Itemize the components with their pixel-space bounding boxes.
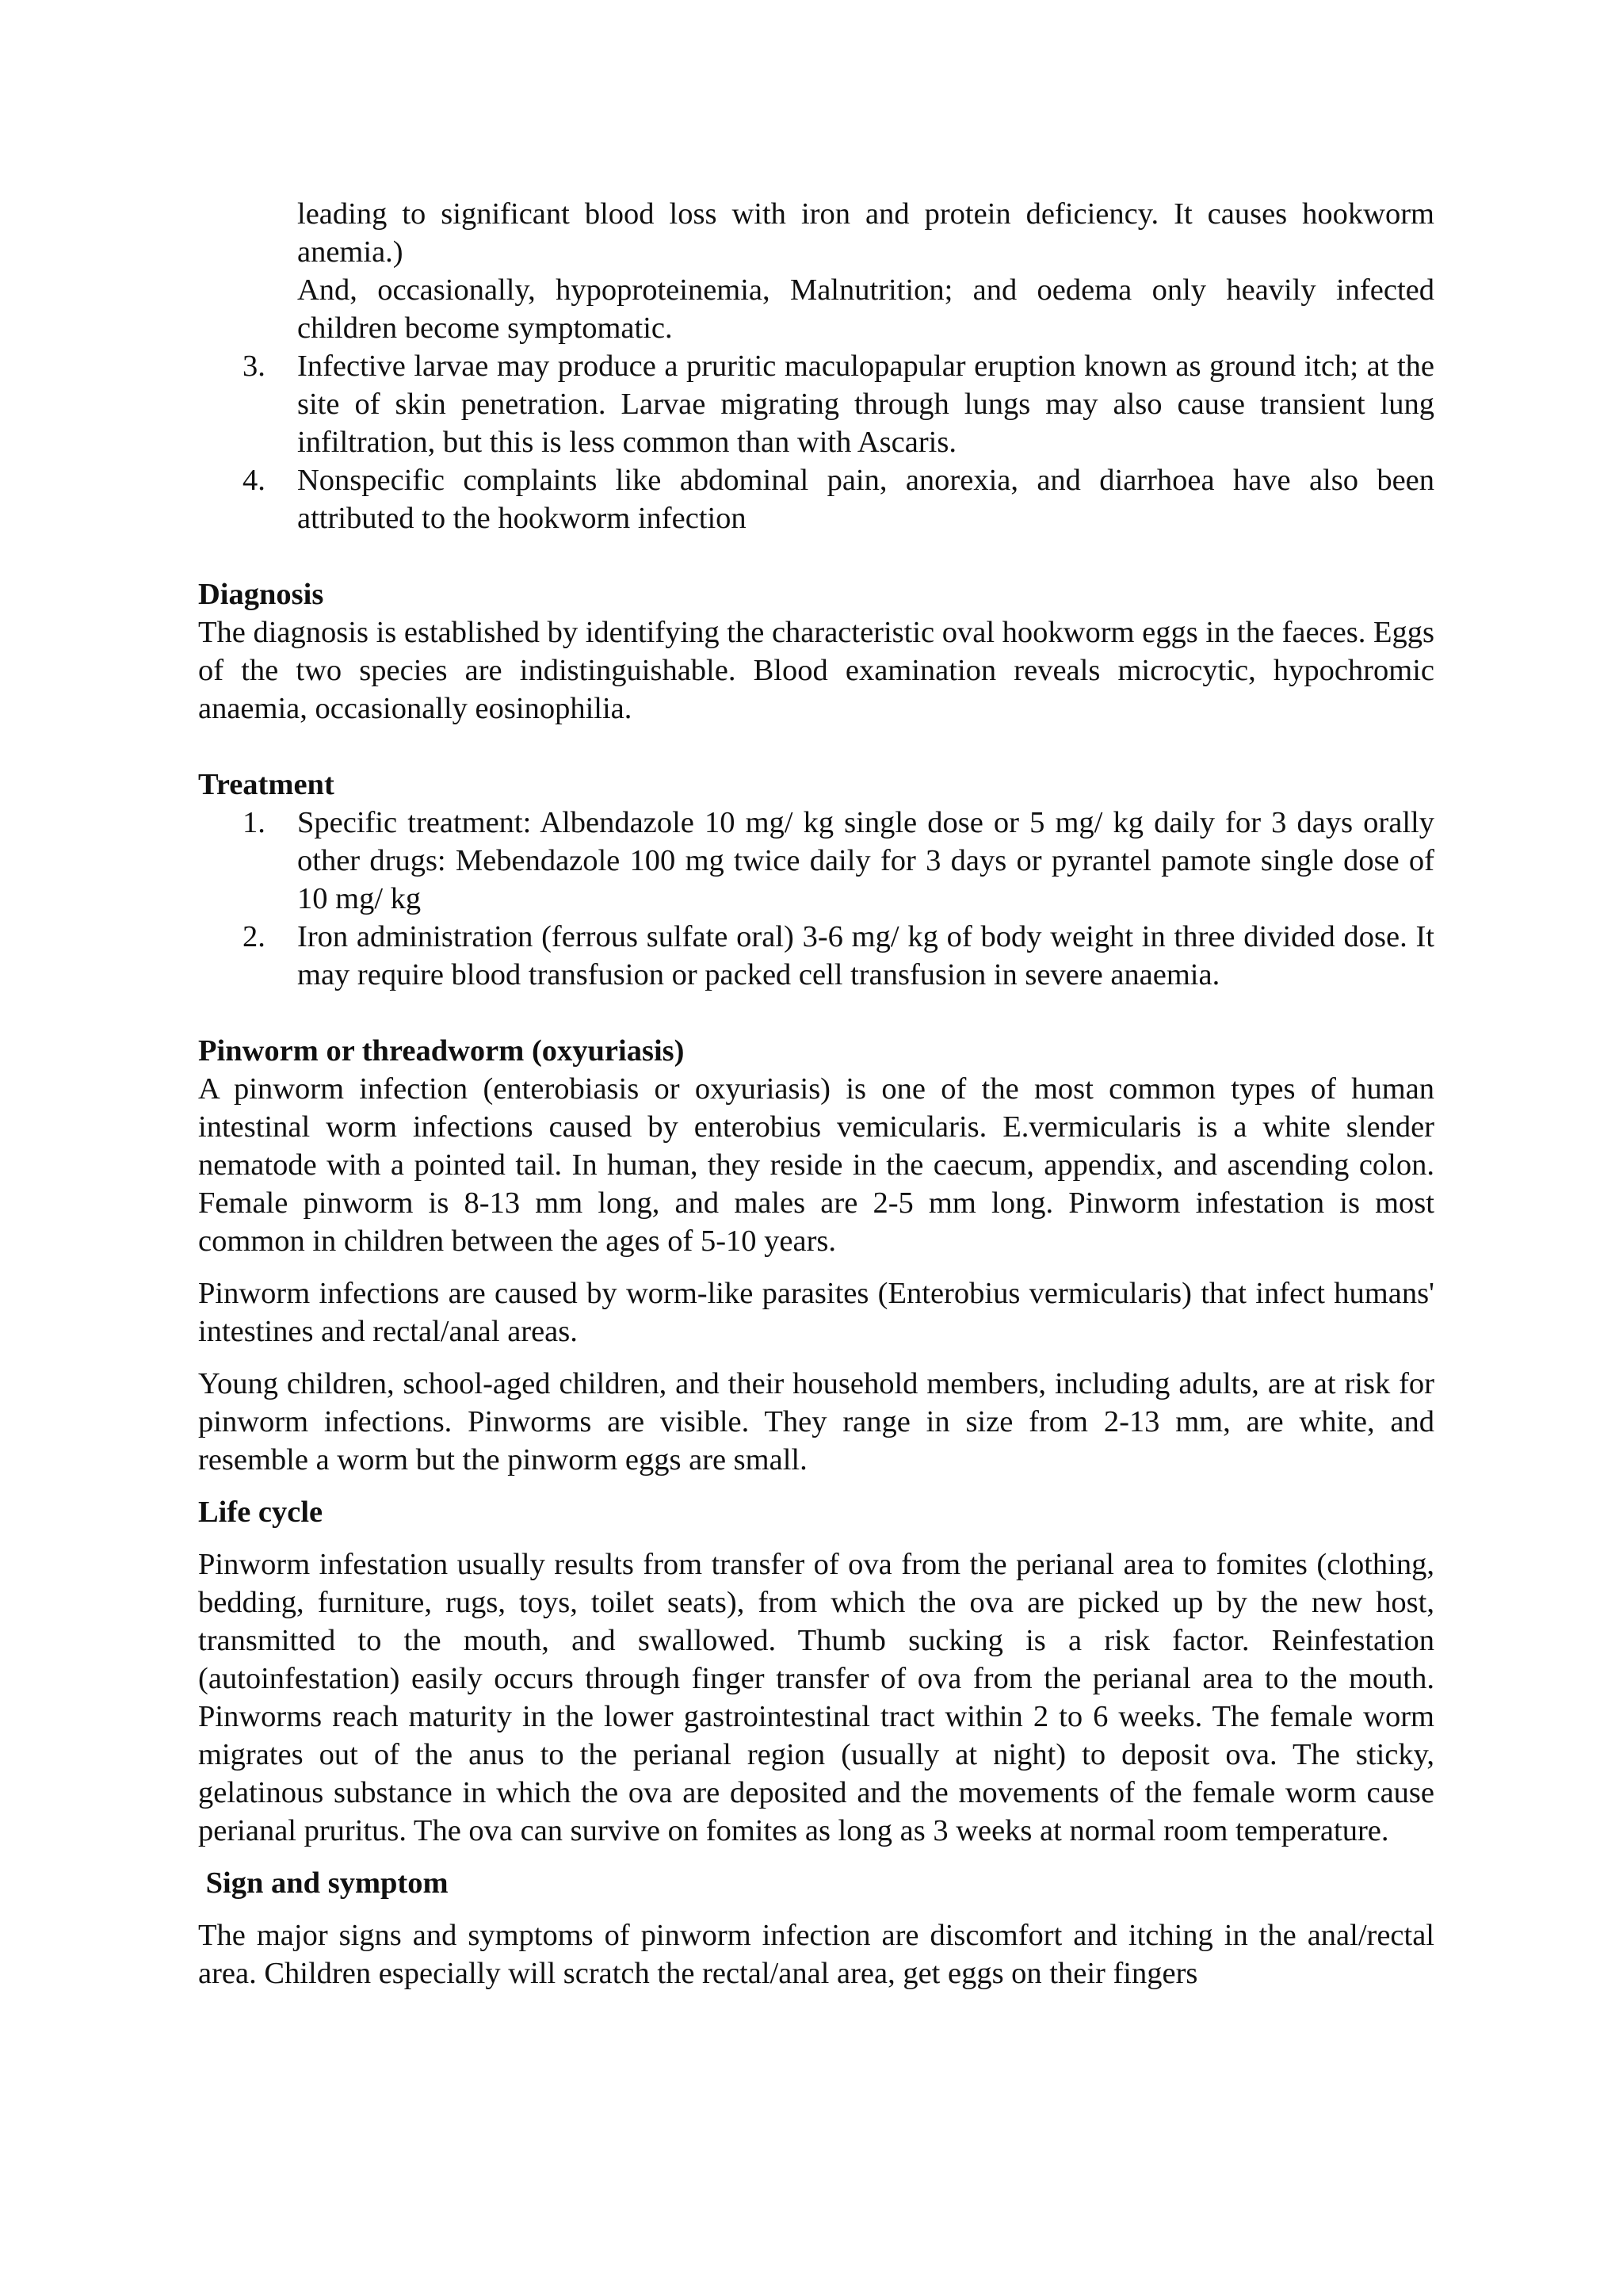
pinworm-paragraph-3: Young children, school-aged children, and their household members, including adults, are at risk for pinworm infections. Pinworms are visible. They range in size from 2-13 mm, are white, and resemble a worm but the pinworm eggs are small. <box>198 1367 1434 1477</box>
symptom-list <box>198 347 1434 537</box>
list-item <box>198 918 1434 994</box>
sign-symptom-heading: Sign and symptom <box>198 1866 449 1900</box>
list-number: 1. <box>242 806 265 839</box>
list-item <box>198 461 1434 537</box>
life-cycle-heading: Life cycle <box>198 1496 323 1529</box>
pinworm-paragraph-1: A pinworm infection (enterobiasis or oxyuriasis) is one of the most common types of human intestinal worm infections caused by enterobius vemicularis. E.vermicularis is a white slender nematode with a pointed tail. In human, they reside in the caecum, appendix, and ascending colon. Female pinworm is 8-13 mm long, and males are 2-5 mm long. Pinworm infestation is most common in children between the ages of 5-10 years. <box>198 1072 1434 1258</box>
sign-symptom-paragraph: The major signs and symptoms of pinworm infection are discomfort and itching in the anal/rectal area. Children especially will scratch the rectal/anal area, get eggs on their fingers <box>198 1919 1434 1990</box>
list-text: Nonspecific complaints like abdominal pain, anorexia, and diarrhoea have also been attributed to the hookworm infection <box>297 464 1434 535</box>
diagnosis-paragraph: The diagnosis is established by identifying the characteristic oval hookworm eggs in the faeces. Eggs of the two species are indistinguishable. Blood examination reveals microcytic, hypochromic anaemia, occasionally eosinophilia. <box>198 616 1434 725</box>
diagnosis-heading: Diagnosis <box>198 578 324 611</box>
list-number: 3. <box>242 350 265 383</box>
intro-paragraph-1: leading to significant blood loss with iron and protein deficiency. It causes hookworm anemia.) <box>297 197 1434 269</box>
pinworm-heading: Pinworm or threadworm (oxyuriasis) <box>198 1034 685 1068</box>
list-text: Infective larvae may produce a pruritic maculopapular eruption known as ground itch; at the site of skin penetration. Larvae migrating through lungs may also cause transient lung infiltration, but this is less common than with Ascaris. <box>297 350 1434 459</box>
list-number: 2. <box>242 920 265 953</box>
treatment-list <box>198 804 1434 994</box>
document-page <box>198 195 1434 1992</box>
list-number: 4. <box>242 464 265 497</box>
intro-paragraph-2: And, occasionally, hypoproteinemia, Malnutrition; and oedema only heavily infected children become symptomatic. <box>297 273 1434 345</box>
treatment-heading: Treatment <box>198 768 334 801</box>
life-cycle-paragraph: Pinworm infestation usually results from transfer of ova from the perianal area to fomites (clothing, bedding, furniture, rugs, toys, toilet seats), from which the ova are picked up by the new host, transmitted to the mouth, and swallowed. Thumb sucking is a risk factor. Reinfestation (autoinfestation) easily occurs through finger transfer of ova from the perianal area to the mouth. Pinworms reach maturity in the lower gastrointestinal tract within 2 to 6 weeks. The female worm migrates out of the anus to the perianal region (usually at night) to deposit ova. The sticky, gelatinous substance in which the ova are deposited and the movements of the female worm cause perianal pruritus. The ova can survive on fomites as long as 3 weeks at normal room temperature. <box>198 1548 1434 1847</box>
pinworm-paragraph-2: Pinworm infections are caused by worm-like parasites (Enterobius vermicularis) that infect humans' intestines and rectal/anal areas. <box>198 1277 1434 1348</box>
list-item <box>198 804 1434 918</box>
list-item <box>198 347 1434 461</box>
list-text: Iron administration (ferrous sulfate oral) 3-6 mg/ kg of body weight in three divided dose. It may require blood transfusion or packed cell transfusion in severe anaemia. <box>297 920 1434 991</box>
list-text: Specific treatment: Albendazole 10 mg/ kg single dose or 5 mg/ kg daily for 3 days orally other drugs: Mebendazole 100 mg twice daily for 3 days or pyrantel pamote single dose of 10 mg/ kg <box>297 806 1434 915</box>
